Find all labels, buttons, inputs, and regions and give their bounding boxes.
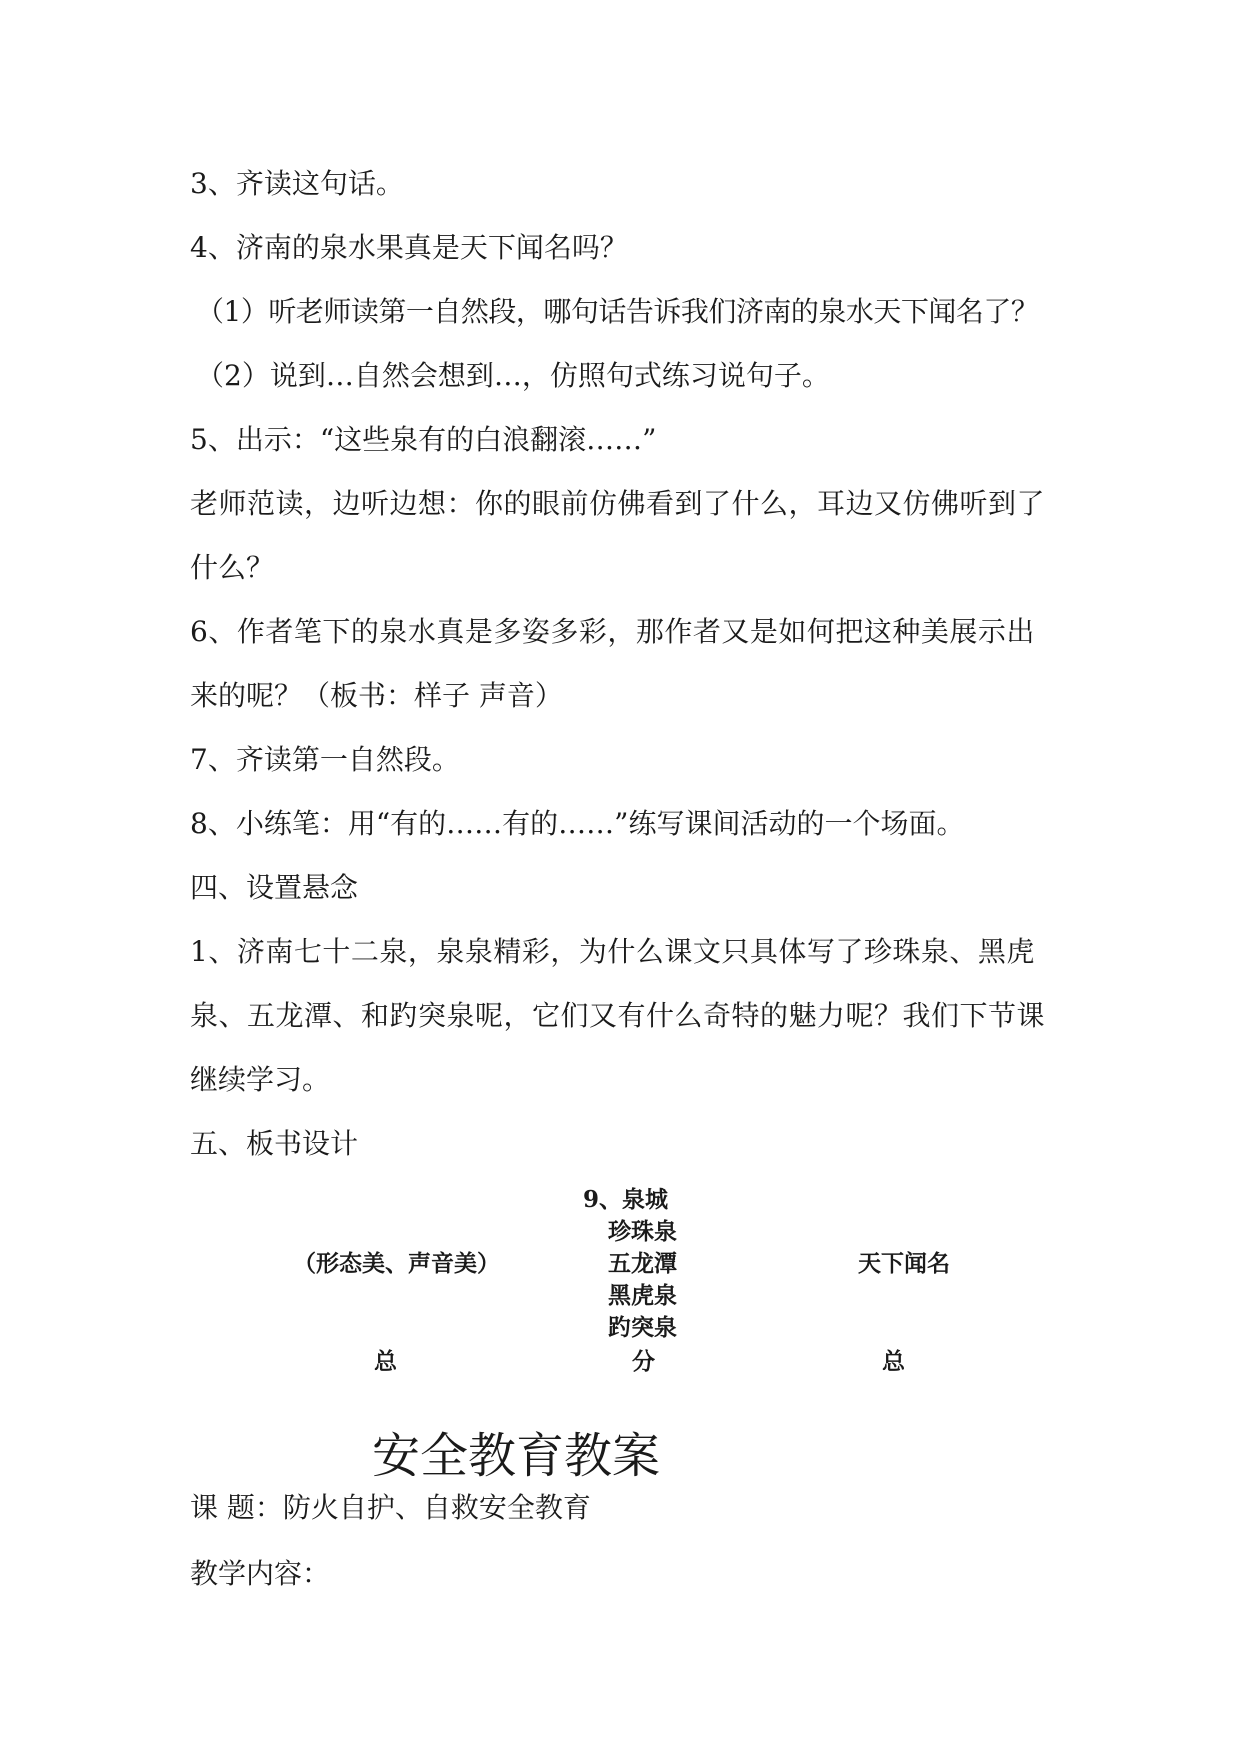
board-spring: 珍珠泉 xyxy=(608,1218,677,1245)
board-spring: 趵突泉 xyxy=(608,1314,677,1341)
text-line: 6、作者笔下的泉水真是多姿多彩，那作者又是如何把这种美展示出 xyxy=(190,615,1035,648)
text-line: （2）说到…自然会想到…，仿照句式练习说句子。 xyxy=(196,359,830,392)
text-line: 老师范读，边听边想：你的眼前仿佛看到了什么，耳边又仿佛听到了 xyxy=(190,487,1046,520)
board-bottom-left: 总 xyxy=(374,1348,397,1375)
text-line: 泉、五龙潭、和趵突泉呢，它们又有什么奇特的魅力呢？我们下节课 xyxy=(190,999,1046,1032)
text-line: 1、济南七十二泉，泉泉精彩，为什么课文只具体写了珍珠泉、黑虎 xyxy=(190,935,1035,968)
board-spring: 黑虎泉 xyxy=(608,1282,677,1309)
board-spring: 五龙潭 xyxy=(608,1250,677,1277)
text-line: 继续学习。 xyxy=(190,1063,331,1096)
text-line: 来的呢？（板书：样子 声音） xyxy=(190,679,563,712)
text-line: 什么？ xyxy=(190,551,275,584)
section-heading: 五、板书设计 xyxy=(190,1127,359,1160)
board-bottom-center: 分 xyxy=(632,1348,655,1375)
text-line: 8、小练笔：用“有的……有的……”练写课间活动的一个场面。 xyxy=(190,807,965,840)
section-heading: 四、设置悬念 xyxy=(190,871,359,904)
lesson-title: 安全教育教案 xyxy=(372,1428,661,1484)
board-left-label: （形态美、声音美） xyxy=(293,1250,500,1277)
text-line: 7、齐读第一自然段。 xyxy=(190,743,460,776)
text-line: （1）听老师读第一自然段，哪句话告诉我们济南的泉水天下闻名了？ xyxy=(196,295,1039,328)
text-line: 4、济南的泉水果真是天下闻名吗？ xyxy=(190,231,628,264)
board-bottom-right: 总 xyxy=(882,1348,905,1375)
lesson-topic: 课 题：防火自护、自救安全教育 xyxy=(190,1491,591,1524)
lesson-content-label: 教学内容： xyxy=(190,1557,331,1590)
board-right-label: 天下闻名 xyxy=(858,1250,950,1277)
text-line: 5、出示：“这些泉有的白浪翻滚……” xyxy=(190,423,657,456)
text-line: 3、齐读这句话。 xyxy=(190,167,404,200)
board-title: 9、泉城 xyxy=(583,1186,669,1213)
